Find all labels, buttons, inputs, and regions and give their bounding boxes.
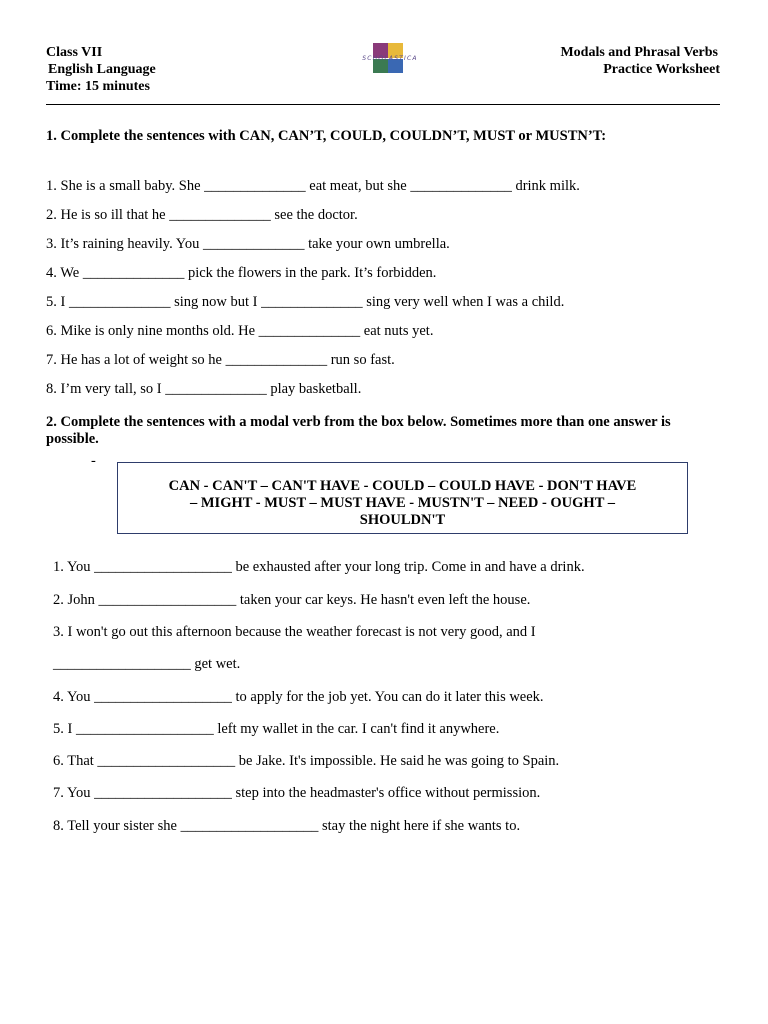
dash-mark: -	[91, 453, 96, 469]
section2-item: 8. Tell your sister she ___________________ stay the night here if she wants to.	[53, 818, 521, 834]
class-label: Class VII	[46, 45, 103, 60]
modal-verb-line: – MIGHT - MUST – MUST HAVE - MUSTN'T – NEED - OUGHT –	[190, 495, 615, 511]
section1-instruction: 1. Complete the sentences with CAN, CAN’T, COULD, COULDN’T, MUST or MUSTN’T:	[46, 128, 607, 144]
section2-item: 4. You ___________________ to apply for the job yet. You can do it later this week.	[53, 689, 544, 705]
time-label: Time: 15 minutes	[46, 79, 150, 94]
subject-label: English Language	[48, 62, 156, 77]
section1-item: 7. He has a lot of weight so he ______________ run so fast.	[46, 352, 395, 368]
section1-item: 3. It’s raining heavily. You ______________ take your own umbrella.	[46, 236, 450, 252]
logo-text: SCHOLASTICA	[362, 55, 418, 62]
section1-item: 8. I’m very tall, so I ______________ play basketball.	[46, 381, 362, 397]
section1-item: 4. We ______________ pick the flowers in the park. It’s forbidden.	[46, 265, 437, 281]
modal-verb-box	[117, 462, 688, 534]
section2-item-continuation: ___________________ get wet.	[53, 656, 241, 672]
modal-verb-list	[118, 478, 687, 529]
worksheet-title: Modals and Phrasal Verbs	[560, 45, 718, 60]
modal-verb-line: SHOULDN'T	[359, 512, 446, 528]
section2-item: 2. John ___________________ taken your car keys. He hasn't even left the house.	[53, 592, 531, 608]
section2-item: 6. That ___________________ be Jake. It's impossible. He said he was going to Spain.	[53, 753, 560, 769]
scholastica-logo	[346, 41, 432, 75]
header-divider	[46, 104, 720, 105]
section2-item: 3. I won't go out this afternoon because the weather forecast is not very good, and I	[53, 624, 536, 640]
modal-verb-line: CAN - CAN'T – CAN'T HAVE - COULD – COULD HAVE - DON'T HAVE	[168, 478, 637, 494]
section1-item: 1. She is a small baby. She ______________ eat meat, but she ______________ drink milk.	[46, 178, 580, 194]
section1-item: 2. He is so ill that he ______________ see the doctor.	[46, 207, 358, 223]
section1-item: 5. I ______________ sing now but I ______________ sing very well when I was a child.	[46, 294, 565, 310]
section2-instruction-cont: possible.	[46, 431, 99, 447]
section1-item: 6. Mike is only nine months old. He ______________ eat nuts yet.	[46, 323, 434, 339]
section2-item: 7. You ___________________ step into the headmaster's office without permission.	[53, 785, 541, 801]
section2-item: 1. You ___________________ be exhausted after your long trip. Come in and have a drink.	[53, 559, 585, 575]
section2-item: 5. I ___________________ left my wallet in the car. I can't find it anywhere.	[53, 721, 500, 737]
worksheet-subtitle: Practice Worksheet	[603, 62, 720, 77]
section2-instruction: 2. Complete the sentences with a modal verb from the box below. Sometimes more than one answer is	[46, 414, 671, 430]
